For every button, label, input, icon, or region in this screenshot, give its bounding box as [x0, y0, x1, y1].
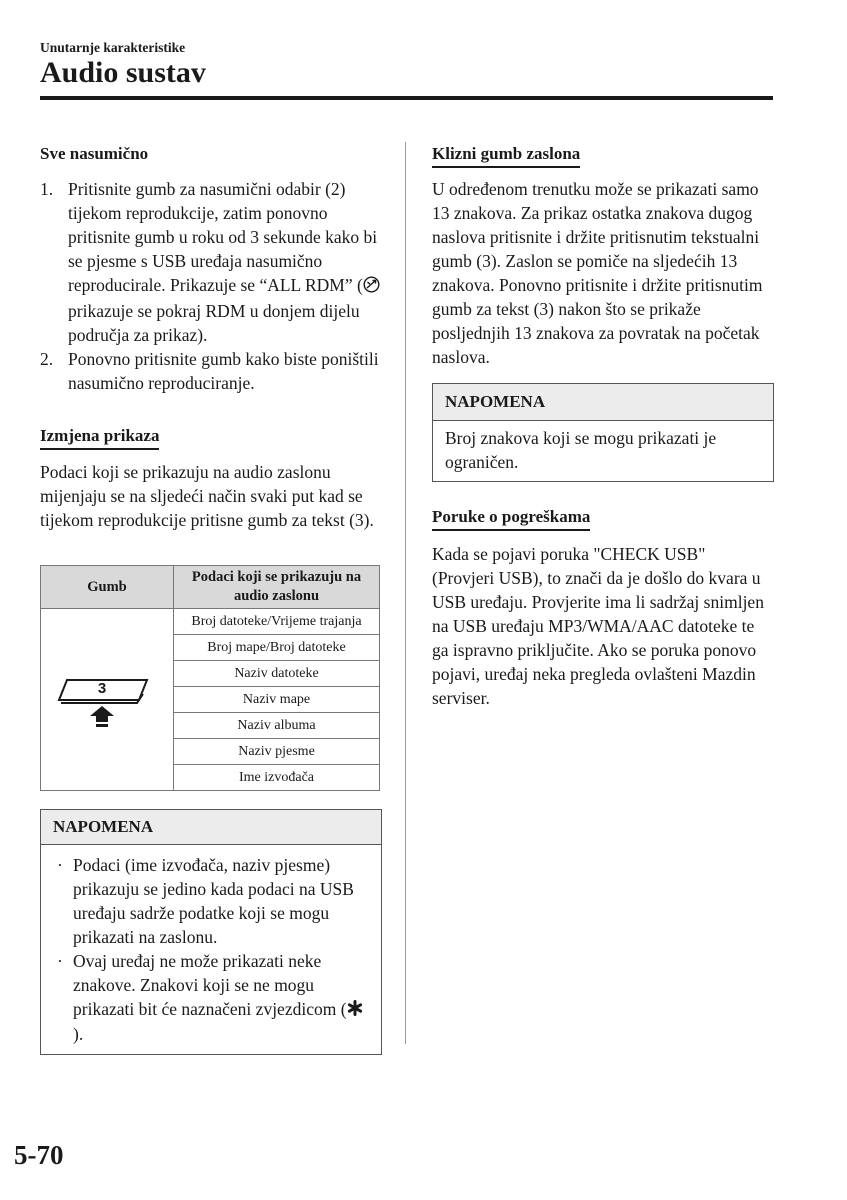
note-body: Broj znakova koji se mogu prikazati je ograničen.	[445, 428, 717, 472]
col-header-data: Podaci koji se prikazuju na audio zaslonu	[174, 566, 380, 609]
note-box-right	[432, 383, 774, 482]
scroll-heading: Klizni gumb zaslona	[432, 144, 580, 168]
list-item	[53, 949, 369, 1046]
bullet-text: Ovaj uređaj ne može prikazati neke znakove. Znakovi koji se ne mogu prikazati bit će naznačeni zvjezdicom ().	[73, 949, 369, 1046]
table-cell: Naziv mape	[174, 687, 380, 713]
step-text: Pritisnite gumb za nasumični odabir (2) tijekom reprodukcije, zatim ponovno pritisnite gumb u roku od 3 sekunde kako bi se pjesme s USB uređaja nasumično reproducirale. Prikazuje se “ALL RDM” ( prikazuje se pokraj RDM u donjem dijelu područja za prikaz).	[68, 177, 380, 347]
note-body	[41, 845, 381, 1054]
bullet: ·	[57, 951, 63, 971]
table-cell: Naziv albuma	[174, 713, 380, 739]
page-number: 5-70	[14, 1140, 64, 1170]
shuffle-steps	[40, 177, 380, 395]
note-heading: NAPOMENA	[41, 810, 381, 845]
step-text: Ponovno pritisnite gumb kako biste poništili nasumično reproduciranje.	[68, 349, 379, 393]
step-number: 1.	[40, 179, 54, 199]
text-button-icon	[57, 670, 157, 730]
table-cell: Naziv datoteke	[174, 661, 380, 687]
button-cell	[41, 609, 174, 791]
display-change-heading: Izmjena prikaza	[40, 426, 159, 450]
col-header-button: Gumb	[41, 566, 174, 609]
table-cell: Ime izvođača	[174, 765, 380, 791]
bullet-text: Podaci (ime izvođača, naziv pjesme) prikazuju se jedino kada podaci na USB uređaju sadrže podatke koji se mogu prikazati na zaslonu.	[73, 855, 354, 947]
list-item	[53, 853, 369, 949]
bullet: ·	[57, 855, 63, 875]
asterisk-icon	[347, 998, 363, 1022]
errors-heading: Poruke o pogreškama	[432, 507, 590, 531]
display-table	[40, 565, 380, 791]
table-cell: Broj mape/Broj datoteke	[174, 635, 380, 661]
title-rule	[40, 96, 773, 100]
table-cell: Naziv pjesme	[174, 739, 380, 765]
errors-text: Kada se pojavi poruka "CHECK USB" (Provjeri USB), to znači da je došlo do kvara u USB uređaju. Provjerite ima li sadržaj snimljen na USB uređaju MP3/WMA/AAC datoteke te ga ispravno priključite. Ako se poruka ponovo pojavi, uređaj neka pregleda ovlašteni Mazdin serviser.	[432, 544, 764, 708]
step-number: 2.	[40, 349, 54, 369]
column-divider	[405, 142, 406, 1044]
scroll-text: U određenom trenutku može se prikazati samo 13 znakova. Za prikaz ostatka znakova dugog naslova pritisnite i držite pritisnutim tekstualni gumb (3). Zaslon se pomiče na sljedećih 13 znakova. Ponovno pritisnite i držite pritisnutim gumb za tekst (3) nakon što se prikaže posljednjih 13 znakova za povratak na početak naslova.	[432, 179, 763, 367]
table-row	[41, 609, 380, 635]
display-change-text: Podaci koji se prikazuju na audio zaslonu mijenjaju se na sljedeći način svaki put kad se tijekom reprodukcije pritisne gumb za tekst (3).	[40, 462, 374, 530]
table-header-row	[41, 566, 380, 609]
section-label: Unutarnje karakteristike	[40, 40, 186, 55]
list-item	[40, 177, 380, 347]
note-heading: NAPOMENA	[433, 384, 773, 421]
button-number: 3	[97, 679, 107, 697]
shuffle-disc-icon	[363, 275, 380, 299]
table-cell: Broj datoteke/Vrijeme trajanja	[174, 609, 380, 635]
note-box-left	[40, 809, 382, 1055]
shuffle-heading: Sve nasumično	[40, 144, 149, 163]
list-item	[40, 347, 380, 395]
page-title: Audio sustav	[40, 56, 206, 89]
